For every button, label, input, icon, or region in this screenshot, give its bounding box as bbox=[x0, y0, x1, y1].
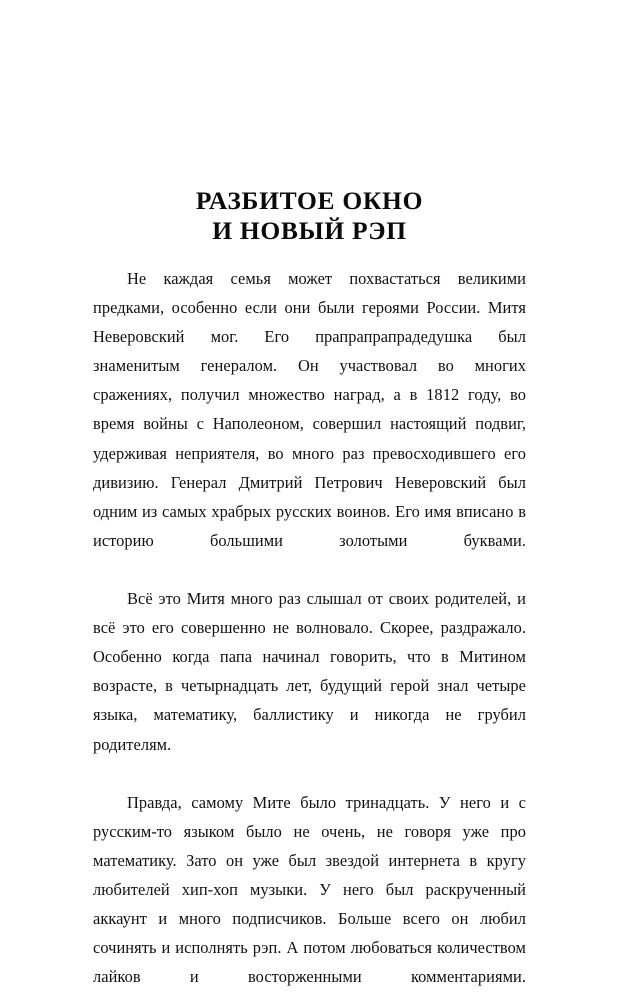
chapter-title-line-2: И НОВЫЙ РЭП bbox=[212, 216, 407, 245]
chapter-title bbox=[0, 186, 619, 246]
paragraph: Всё это Митя много раз слышал от своих родителей, и всё это его совершенно не волновало. Скорее, раздражало. Особенно когда папа начинал говорить, что в Митином возрасте, в четырнадцать лет, будущий герой знал четыре языка, математику, баллистику и никогда не грубил родителям. bbox=[93, 589, 526, 754]
chapter-title-line-1: РАЗБИТОЕ ОКНО bbox=[195, 186, 424, 215]
paragraph: Не каждая семья может похвастаться великими предками, особенно если они были героями России. Митя Неверовский мог. Его прапрапрапрадедушка был знаменитым генералом. Он участвовал во многих сражениях, получил множество наград, а в 1812 году, во время войны с Наполеоном, совершил настоящий подвиг, удерживая неприятеля, во много раз превосходившего его дивизию. Генерал Дмитрий Петрович Неверовский был одним из самых храбрых русских воинов. Его имя вписано в историю большими золотыми буквами. bbox=[93, 269, 526, 550]
body-text bbox=[93, 264, 526, 1000]
paragraph: Правда, самому Мите было тринадцать. У него и с русским-то языком было не очень, не говоря уже про математику. Зато он уже был звездой интернета в кругу любителей хип-хоп музыки. У него был раскрученный аккаунт и много подписчиков. Больше всего он любил сочинять и исполнять рэп. А потом любоваться количеством лайков и восторженными комментариями. bbox=[93, 792, 526, 987]
